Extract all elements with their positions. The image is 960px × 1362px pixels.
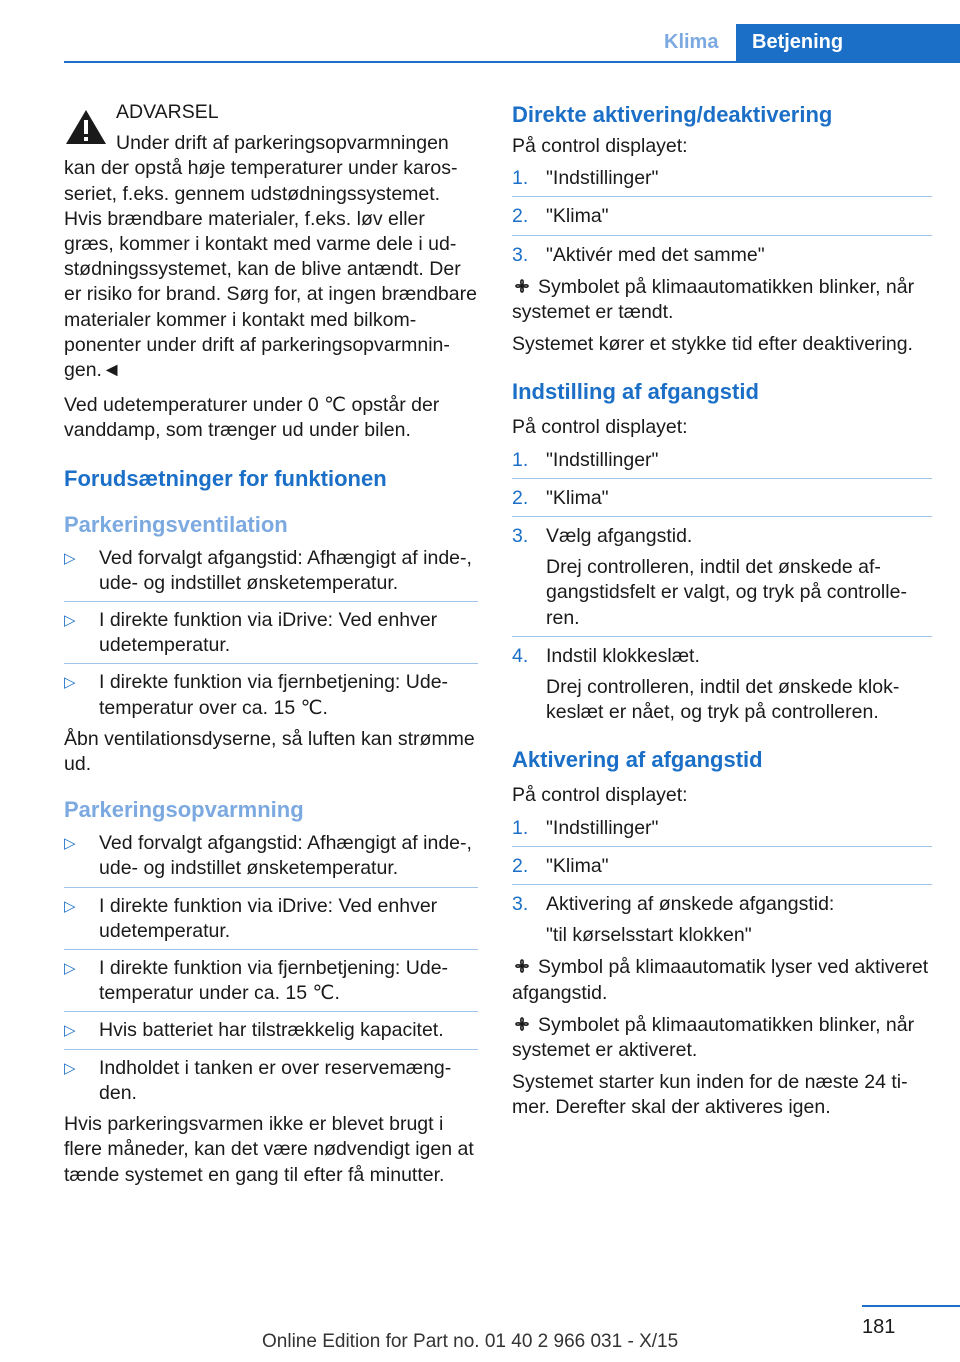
heading-heating: Parkeringsopvarmning — [64, 797, 304, 823]
list-item: 3. Vælg afgangstid. Drej controlleren, indtil det ønskede afgangstidsfelt er valgt, og tryk på controlleren. — [512, 524, 932, 637]
fan-symbol-icon — [512, 1014, 532, 1034]
page-number: 181 — [862, 1316, 896, 1338]
left-column — [64, 100, 478, 1195]
list-item: 3. "Aktivér med det samme" — [512, 243, 765, 266]
triangle-bullet-icon: ▷ — [64, 897, 76, 915]
list-item: ▷ I direkte funktion via iDrive: Ved enhver udetemperatur. — [64, 608, 478, 664]
list-item: 1. "Indstillinger" — [512, 166, 932, 197]
direct-note: Systemet kører et stykke tid efter deaktivering. — [512, 333, 913, 356]
list-item: 1. "Indstillinger" — [512, 448, 932, 479]
heading-activation-time: Aktivering af afgangstid — [512, 747, 763, 773]
right-column — [512, 100, 932, 1128]
ventilation-list — [64, 546, 478, 721]
list-item: 2. "Klima" — [512, 854, 932, 885]
heading-requirements: Forudsætninger for funktionen — [64, 465, 387, 491]
direct-steps — [512, 166, 932, 268]
list-item: ▷ Ved forvalgt afgangstid: Afhængigt af inde-, ude- og indstillet ønsketemperatur. — [64, 546, 478, 602]
list-item: 2. "Klima" — [512, 204, 932, 235]
warning-title: ADVARSEL — [116, 101, 219, 123]
triangle-bullet-icon: ▷ — [64, 612, 76, 630]
list-item: ▷ I direkte funktion via iDrive: Ved enhver udetemperatur. — [64, 894, 478, 950]
intro-paragraph: Ved udetemperaturer under 0 ℃ opstår der vanddamp, som trænger ud under bilen. — [64, 394, 440, 442]
section-tab-klima: Klima — [664, 31, 719, 53]
triangle-bullet-icon: ▷ — [64, 549, 76, 567]
warning-block — [64, 100, 478, 383]
activation-steps — [512, 816, 932, 949]
footer-rule — [862, 1305, 960, 1307]
list-item: 4. Indstil klokkeslæt. Drej controlleren, indtil det ønskede klokkeslæt er nået, og tryk på controlleren. — [512, 644, 900, 724]
list-item: 3. Aktivering af ønskede afgangstid: "til kørselsstart klokken" — [512, 893, 835, 947]
list-item: ▷ I direkte funktion via fjernbetjening: Udetemperatur under ca. 15 ℃. — [64, 956, 478, 1012]
setting-steps — [512, 448, 932, 726]
activation-symbol-note-1: Symbol på klimaautomatik lyser ved aktiveret afgangstid. — [512, 956, 929, 1004]
fan-symbol-icon — [512, 956, 532, 976]
activation-symbol-note-2: Symbolet på klimaautomatikken blinker, når systemet er aktiveret. — [512, 1013, 915, 1062]
heading-setting-time: Indstilling af afgangstid — [512, 379, 759, 405]
triangle-bullet-icon: ▷ — [64, 1022, 76, 1040]
direct-intro: På control displayet: — [512, 135, 688, 157]
list-item: ▷ Ved forvalgt afgangstid: Afhængigt af inde-, ude- og indstillet ønsketemperatur. — [64, 831, 478, 887]
heading-ventilation: Parkeringsventilation — [64, 511, 288, 537]
triangle-bullet-icon: ▷ — [64, 960, 76, 978]
triangle-bullet-icon: ▷ — [64, 835, 76, 853]
setting-intro: På control displayet: — [512, 416, 688, 439]
list-item: 2. "Klima" — [512, 486, 932, 517]
edition-note: Online Edition for Part no. 01 40 2 966 031 - X/15 — [262, 1331, 679, 1352]
heading-direct-activation: Direkte aktivering/deaktivering — [512, 102, 833, 127]
list-item: ▷ Indholdet i tanken er over reservemængden. — [64, 1056, 452, 1104]
triangle-bullet-icon: ▷ — [64, 1059, 76, 1077]
activation-intro: På control displayet: — [512, 784, 688, 807]
heating-list — [64, 831, 478, 1106]
list-item: ▷ Hvis batteriet har tilstrækkelig kapacitet. — [64, 1018, 478, 1049]
page-header — [0, 24, 960, 62]
warning-body: Under drift af parkeringsopvarmningen kan der opstå høje temperaturer under karosseriet, f.eks. gennem udstødningssystemet. Hvis brændbare materialer, f.eks. løv eller græs, kommer i kontakt med varme dele i udstødningssystemet, kan de blive antændt. Der er risiko for brand. Sørg for, at ingen brændbare materialer kommer i kontakt med bilkomponenter under drift af parkeringsopvarmningen.◄ — [64, 132, 477, 382]
chapter-tab-betjening: Betjening — [736, 24, 960, 63]
activation-note: Systemet starter kun inden for de næste 24 timer. Derefter skal der aktiveres igen. — [512, 1071, 908, 1119]
heating-note: Hvis parkeringsvarmen ikke er blevet brugt i flere måneder, kan det være nødvendigt igen at tænde systemet en gang til efter få minutter. — [64, 1113, 474, 1186]
list-item: 1. "Indstillinger" — [512, 816, 932, 847]
warning-triangle-icon — [64, 108, 108, 146]
triangle-bullet-icon: ▷ — [64, 674, 76, 692]
header-rule — [64, 61, 960, 63]
ventilation-note: Åbn ventilationsdyserne, så luften kan strømme ud. — [64, 727, 475, 776]
list-item: ▷ I direkte funktion via fjernbetjening: Udetemperatur over ca. 15 ℃. — [64, 671, 449, 719]
fan-symbol-icon — [512, 276, 532, 296]
direct-symbol-note: Symbolet på klimaautomatikken blinker, når systemet er tændt. — [512, 275, 915, 324]
